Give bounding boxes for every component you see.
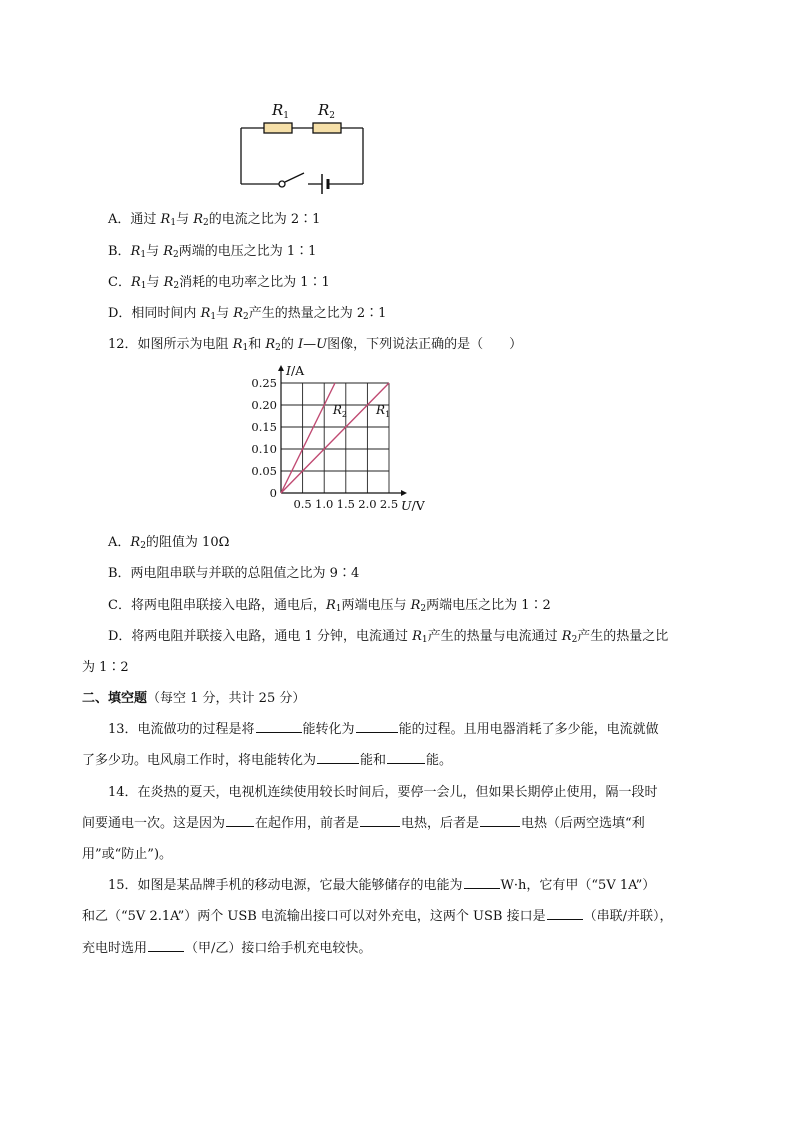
series-line-r2 bbox=[281, 383, 335, 493]
y-tick-label: 0.25 bbox=[251, 376, 277, 390]
blank[interactable] bbox=[547, 907, 583, 920]
r1-label: R bbox=[272, 101, 284, 119]
q11-option-a: A．通过 $R_1$与 $R_2$的电流之比为 2∶1 bbox=[108, 212, 321, 228]
q12-option-d-cont: 为 1∶2 bbox=[82, 660, 129, 675]
q12-option-a: A．$R_2$的阻值为 10Ω bbox=[108, 535, 230, 551]
y-tick-label: 0.10 bbox=[251, 442, 277, 456]
y-tick-label: 0.15 bbox=[251, 420, 277, 434]
iu-chart bbox=[245, 360, 430, 515]
q12-option-c: C．将两电阻串联接入电路，通电后，$R_1$两端电压与 $R_2$两端电压之比为 1∶2 bbox=[108, 598, 551, 614]
x-tick-label: 1.0 bbox=[315, 497, 334, 511]
x-tick-label: 2.5 bbox=[379, 497, 399, 511]
blank[interactable] bbox=[148, 939, 184, 952]
series-label-r1: $R_1$ bbox=[376, 402, 391, 419]
section-heading: 二、填空题（每空 1 分，共计 25 分） bbox=[82, 691, 306, 706]
blank[interactable] bbox=[360, 814, 400, 827]
y-tick-label: 0.20 bbox=[251, 398, 277, 412]
q13-line-1: 13．电流做功的过程是将 能转化为 能的过程。且用电器消耗了多少能，电流就做 bbox=[108, 722, 659, 737]
q11-option-d: D．相同时间内 $R_1$与 $R_2$产生的热量之比为 2∶1 bbox=[108, 306, 387, 322]
x-tick-label: 2.0 bbox=[358, 497, 377, 511]
y-axis-label: I/A bbox=[286, 363, 305, 378]
blank[interactable] bbox=[226, 814, 254, 827]
blank[interactable] bbox=[387, 751, 425, 764]
svg-text:R1: $R_1$ bbox=[272, 101, 290, 121]
circuit-diagram bbox=[230, 95, 380, 195]
y-tick-label: 0.05 bbox=[251, 464, 277, 478]
q15-line-1: 15．如图是某品牌手机的移动电源，它最大能够储存的电能为 W·h，它有甲（“5V 1A”） bbox=[108, 878, 656, 893]
y-axis-arrow bbox=[278, 365, 284, 371]
blank[interactable] bbox=[317, 751, 359, 764]
blank[interactable] bbox=[464, 876, 500, 889]
q11-option-c: C．$R_1$与 $R_2$消耗的电功率之比为 1∶1 bbox=[108, 275, 330, 291]
q12-option-b: B．两电阻串联与并联的总阻值之比为 9∶4 bbox=[108, 566, 360, 581]
x-tick-label: 0.5 bbox=[293, 497, 312, 511]
switch-lever bbox=[285, 173, 304, 182]
r2-label: R bbox=[318, 101, 330, 119]
switch-pivot bbox=[279, 181, 285, 187]
q12-stem: 12．如图所示为电阻 $R_1$和 $R_2$的 I—U图像，下列说法正确的是（ ） bbox=[108, 337, 523, 353]
q15-line-3: 充电时选用 （甲/乙）接口给手机充电较快。 bbox=[82, 941, 372, 956]
blank[interactable] bbox=[480, 814, 520, 827]
q15-line-2: 和乙（“5V 2.1A”）两个 USB 电流输出接口可以对外充电，这两个 USB 接口是 （串联/并联）， bbox=[82, 909, 673, 924]
q12-option-d: D．将两电阻并联接入电路，通电 1 分钟，电流通过 $R_1$产生的热量与电流通过 $R_2$产生的热量之比 bbox=[108, 629, 669, 645]
svg-text:R2: $R_2$ bbox=[318, 101, 336, 121]
q13-line-2: 了多少功。电风扇工作时，将电能转化为 能和 能。 bbox=[82, 753, 453, 768]
blank[interactable] bbox=[256, 720, 302, 733]
series-line-r1 bbox=[281, 383, 389, 493]
resistor-r1 bbox=[264, 123, 292, 133]
x-axis-arrow bbox=[401, 490, 407, 496]
q11-option-b: B．$R_1$与 $R_2$两端的电压之比为 1∶1 bbox=[108, 244, 317, 260]
x-tick-label: 1.5 bbox=[336, 497, 355, 511]
q14-line-3: 用”或“防止”)。 bbox=[82, 847, 173, 862]
resistor-r2 bbox=[313, 123, 341, 133]
origin-label: 0 bbox=[269, 486, 277, 500]
blank[interactable] bbox=[356, 720, 398, 733]
q14-line-2: 间要通电一次。这是因为 在起作用，前者是 电热，后者是 电热（后两空选填“利 bbox=[82, 816, 645, 831]
series-label-r2: $R_2$ bbox=[332, 402, 347, 419]
x-axis-label: U/V bbox=[401, 498, 425, 513]
q14-line-1: 14．在炎热的夏天，电视机连续使用较长时间后，要停一会儿，但如果长期停止使用，隔一段时 bbox=[108, 785, 658, 800]
